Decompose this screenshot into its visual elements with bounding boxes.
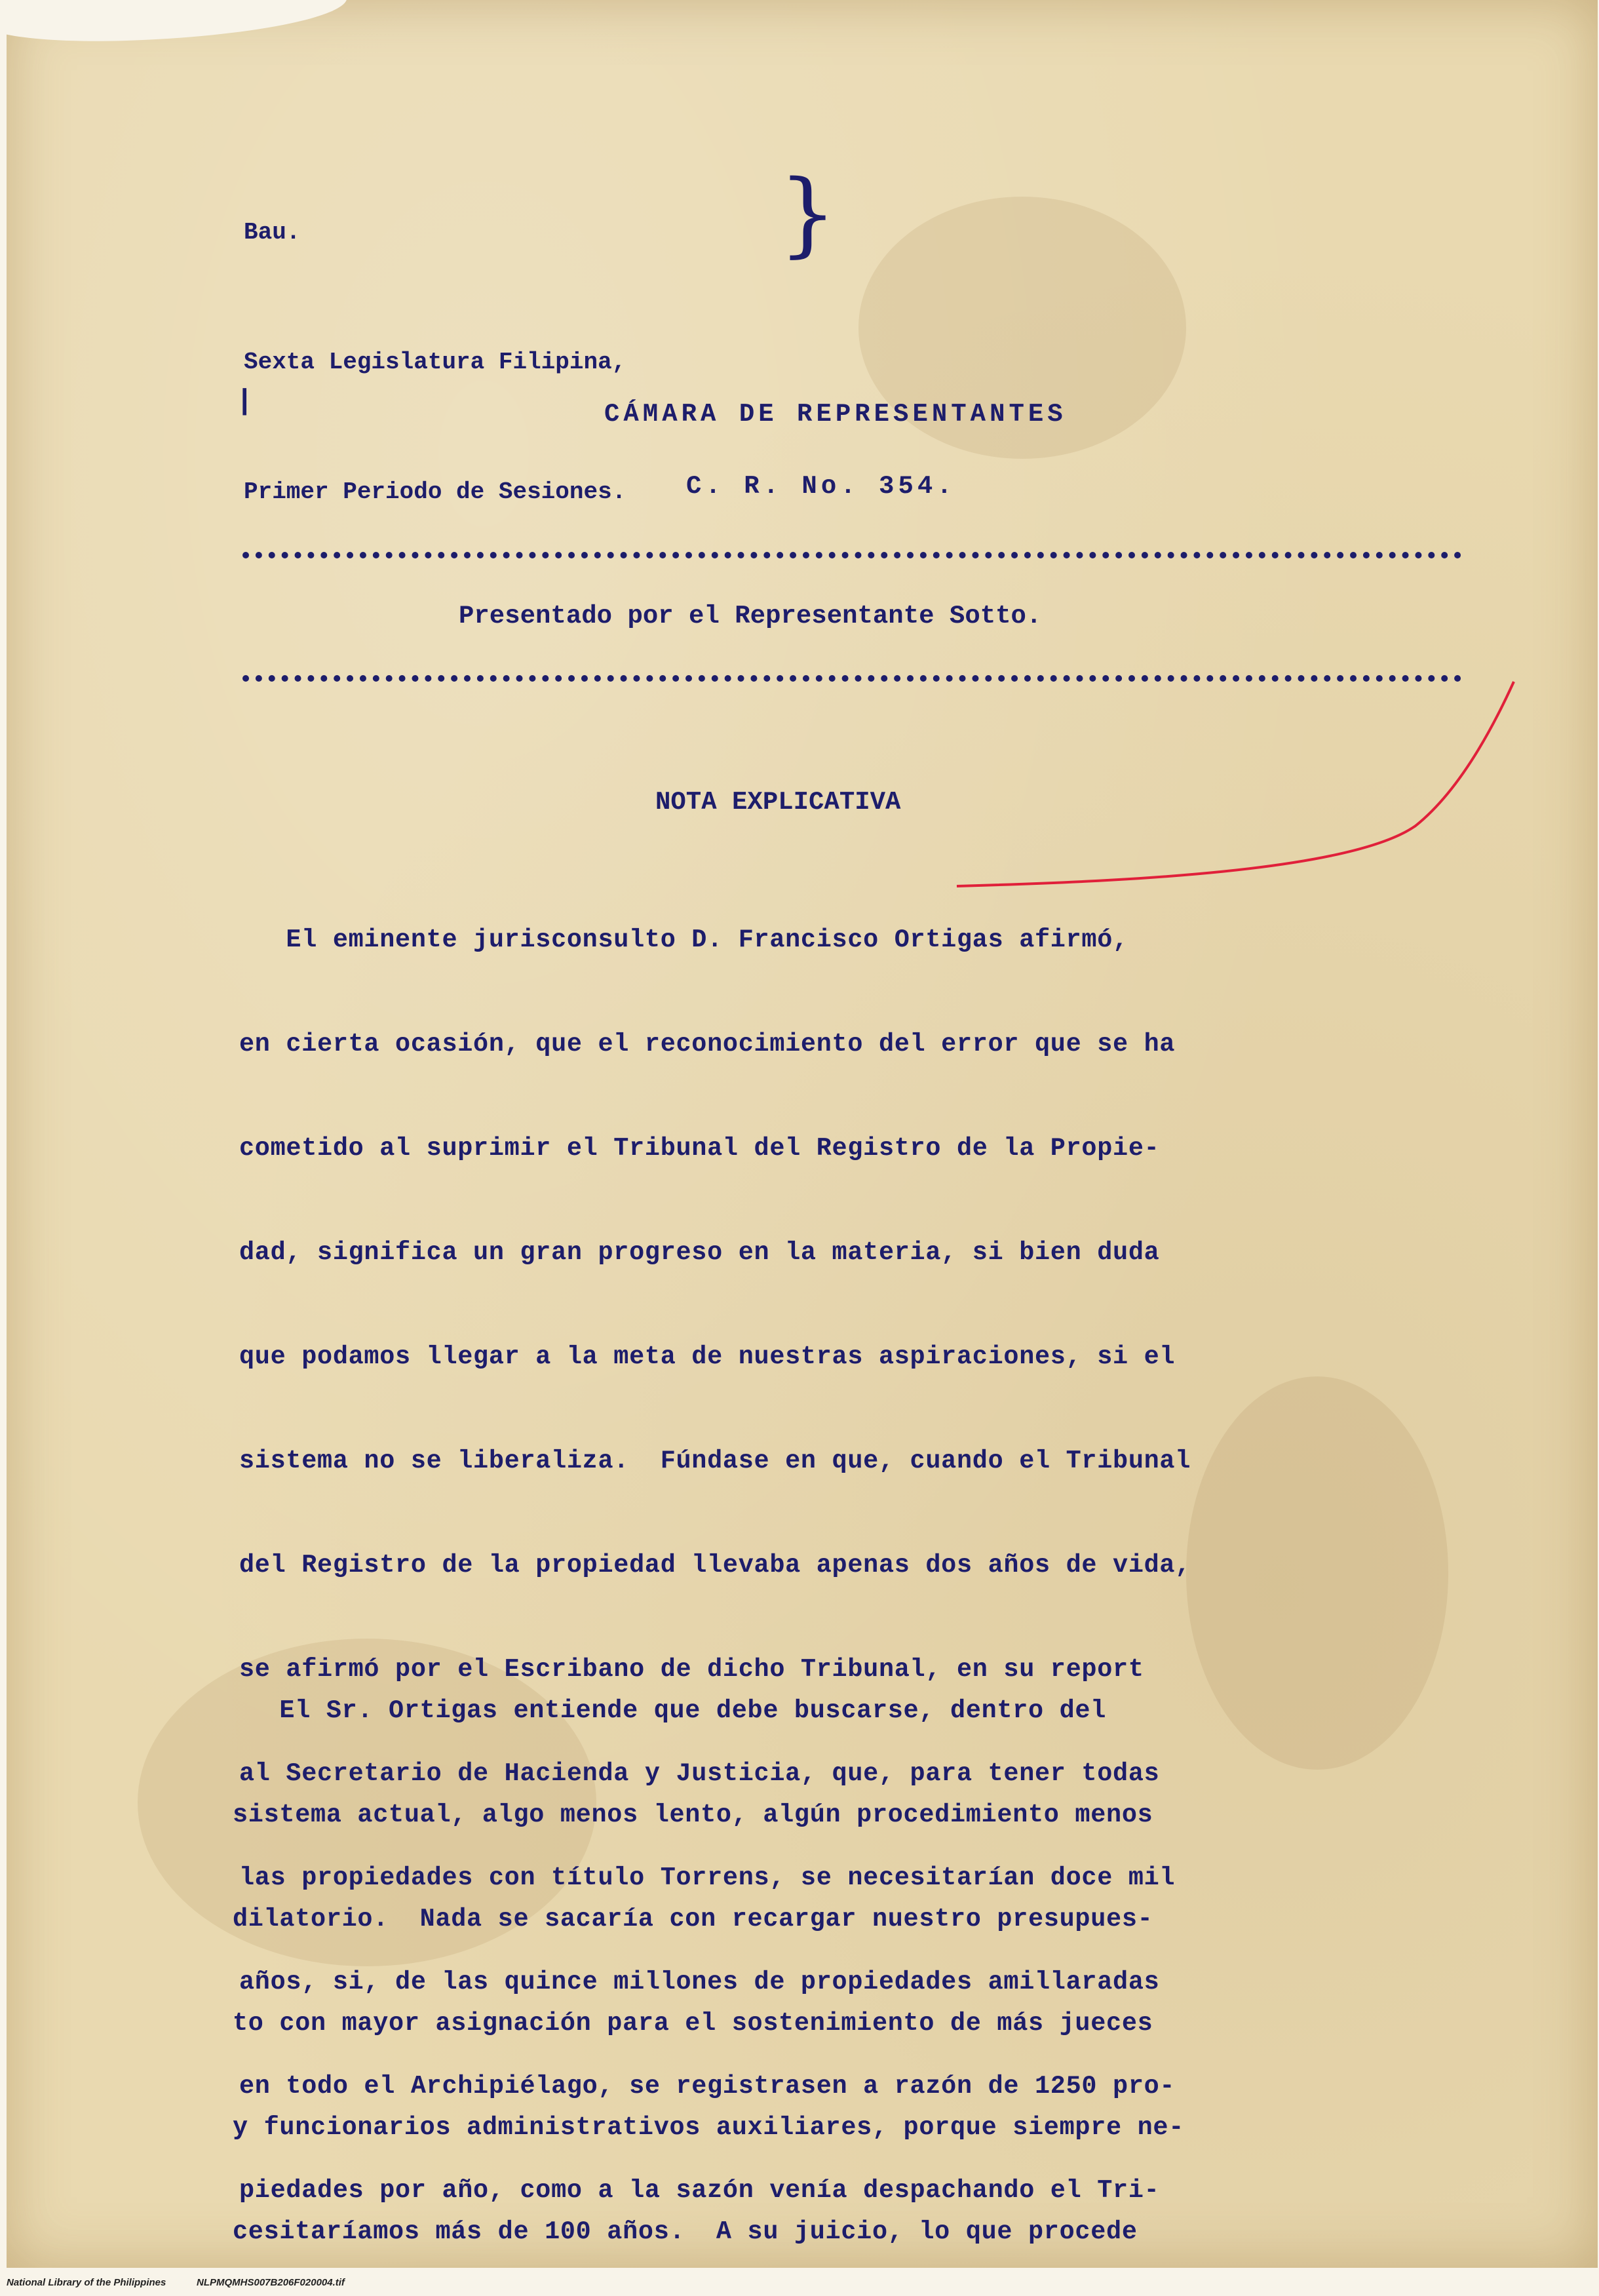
header-brace: } [779,161,838,267]
header-line-3: Primer Periodo de Sesiones. [244,478,626,505]
text-line: del Registro de la propiedad llevaba apenas dos años de vida, [239,1551,1191,1580]
document-page [7,0,1598,2268]
paragraph-2 [233,1624,1184,2268]
bill-number: C. R. No. 354. [686,472,956,501]
text-line: El eminente jurisconsulto D. Francisco Ortigas afirmó, [239,925,1128,954]
text-line: en todo el Archipiélago, se registrasen a razón de 1250 pro- [239,2072,1176,2101]
text-line: cometido al suprimir el Tribunal del Registro de la Propie- [239,1134,1160,1163]
library-credit: National Library of the Philippines [7,2277,166,2288]
text-line: sistema actual, algo menos lento, algún procedimiento menos [233,1800,1153,1829]
red-pencil-mark [7,0,1598,983]
text-line: sistema no se liberaliza. Fúndase en que, cuando el Tribunal [239,1447,1191,1475]
text-line: cesitaríamos más de 100 años. A su juicio, lo que procede [233,2217,1138,2246]
header-line-1: Bau. [244,219,301,246]
file-id: NLPMQMHS007B206F020004.tif [197,2277,345,2288]
chamber-title: CÁMARA DE REPRESENTANTES [604,400,1067,429]
text-line: y funcionarios administrativos auxiliares, porque siempre ne- [233,2113,1185,2142]
text-line: piedades por año, como a la sazón venía despachando el Tri- [239,2176,1160,2205]
text-line: en cierta ocasión, que el reconocimiento del error que se ha [239,1030,1176,1059]
header-line-2: Sexta Legislatura Filipina, [244,349,626,376]
paper-stain [1186,1376,1448,1770]
red-pencil-stroke [957,682,1514,886]
text-line: que podamos llegar a la meta de nuestras aspiraciones, si el [239,1342,1176,1371]
text-line: al Secretario de Hacienda y Justicia, que, para tener todas [239,1759,1160,1788]
text-line: se afirmó por el Escribano de dicho Tribunal, en su report [239,1655,1144,1684]
text-line: dilatorio. Nada se sacaría con recargar nuestro presupues- [233,1905,1153,1934]
margin-mark: | [236,385,254,418]
footer-bar [0,2268,1599,2296]
text-line: El Sr. Ortigas entiende que debe buscarse, dentro del [233,1696,1107,1725]
text-line: to con mayor asignación para el sostenimiento de más jueces [233,2009,1153,2038]
text-line: dad, significa un gran progreso en la materia, si bien duda [239,1238,1160,1267]
text-line: las propiedades con título Torrens, se necesitarían doce mil [239,1863,1176,1892]
section-heading: NOTA EXPLICATIVA [655,788,901,817]
presented-by: Presentado por el Representante Sotto. [459,602,1042,631]
text-line: años, si, de las quince millones de propiedades amillaradas [239,1968,1160,1996]
